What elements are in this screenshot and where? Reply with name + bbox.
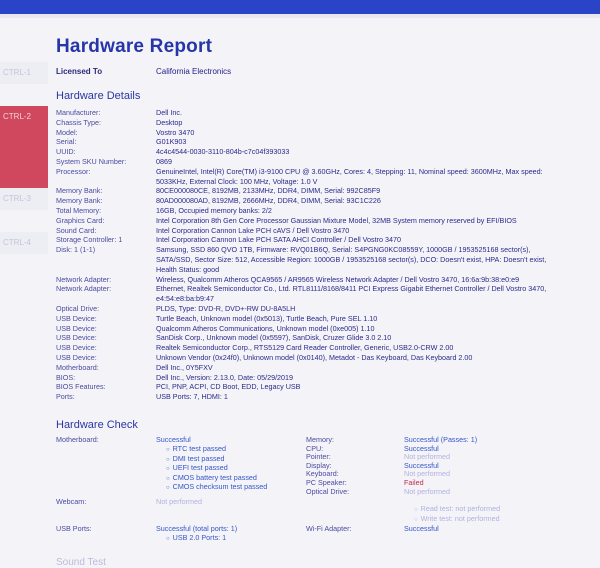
check-row xyxy=(306,445,477,454)
detail-value: Wireless, Qualcomm Atheros QCA9565 / AR9565 Wireless Network Adapter / Dell Vostro 3470, 16:6a:9b:38:e0:e9 xyxy=(156,274,520,284)
detail-value: GenuineIntel, Intel(R) Core(TM) i3-9100 CPU @ 3.60GHz, Cores: 4, Stepping: 11, Nominal speed: 3600MHz, Max speed: 5033KHz, External Clock: 100 MHz, Voltage: 1.0 V xyxy=(156,166,543,186)
detail-key: Network Adapter: xyxy=(56,284,112,294)
report-page xyxy=(56,36,596,568)
detail-key: System SKU Number: xyxy=(56,156,127,166)
detail-row xyxy=(56,373,596,383)
check-key: Pointer: xyxy=(306,452,331,462)
detail-row xyxy=(56,392,596,402)
detail-value: Dell Inc. xyxy=(156,108,182,117)
detail-value: Intel Corporation 8th Gen Core Processor Gaussian Mixture Model, 32MB System memory reserved by EFI/BIOS xyxy=(156,215,517,225)
detail-key: USB Device: xyxy=(56,333,97,343)
detail-key: BIOS Features: xyxy=(56,382,106,392)
detail-row xyxy=(56,324,596,334)
detail-value: 80CE000080CE, 8192MB, 2133MHz, DDR4, DIMM, Serial: 992C85F9 xyxy=(156,186,381,196)
top-header-bar xyxy=(0,0,600,14)
check-status: Not performed xyxy=(404,486,450,496)
motherboard-test-item: ○ CMOS checksum test passed xyxy=(156,483,267,493)
detail-value: Vostro 3470 xyxy=(156,127,195,137)
check-usb-sub: ○ USB 2.0 Ports: 1 xyxy=(156,534,226,544)
detail-value: PCI, PNP, ACPI, CD Boot, EDD, Legacy USB xyxy=(156,382,301,392)
check-key: PC Speaker: xyxy=(306,477,347,487)
detail-row xyxy=(56,245,596,274)
detail-key: Total Memory: xyxy=(56,205,102,215)
detail-value: Dell Inc., Version: 2.13.0, Date: 05/29/2019 xyxy=(156,372,294,382)
check-key: Display: xyxy=(306,460,332,470)
check-row xyxy=(306,436,477,445)
detail-row xyxy=(56,333,596,343)
motherboard-tests-list xyxy=(156,445,267,493)
detail-value: PLDS, Type: DVD-R, DVD+-RW DU-8A5LH xyxy=(156,303,296,313)
sound-test-heading: Sound Test xyxy=(56,557,106,568)
header-shadow xyxy=(0,14,600,18)
detail-key: Sound Card: xyxy=(56,225,97,235)
check-motherboard-status: Successful xyxy=(156,435,191,444)
detail-row xyxy=(56,216,596,226)
motherboard-test-item: ○ CMOS battery test passed xyxy=(156,474,267,484)
check-status: Failed xyxy=(404,477,424,487)
optical-test-item: ○ Write test: not performed xyxy=(404,515,500,525)
detail-row xyxy=(56,128,596,138)
hardware-details-table xyxy=(56,108,596,402)
detail-row xyxy=(56,343,596,353)
check-key: Optical Drive: xyxy=(306,486,350,496)
detail-value: 4c4c4544-0030-3110-804b-c7c04f393033 xyxy=(156,147,290,157)
detail-key: Memory Bank: xyxy=(56,196,103,206)
licensed-label: Licensed To xyxy=(56,67,103,76)
detail-value: Intel Corporation Cannon Lake PCH SATA AHCI Controller / Dell Vostro 3470 xyxy=(156,235,402,245)
detail-value: 80AD000080AD, 8192MB, 2666MHz, DDR4, DIMM, Serial: 93C1C226 xyxy=(156,196,381,206)
hardware-details-heading: Hardware Details xyxy=(56,90,141,102)
detail-row xyxy=(56,167,596,187)
detail-row xyxy=(56,137,596,147)
licensed-value: California Electronics xyxy=(156,67,232,76)
detail-key: Chassis Type: xyxy=(56,117,102,127)
detail-row xyxy=(56,186,596,196)
check-row xyxy=(306,488,477,497)
detail-row xyxy=(56,382,596,392)
detail-key: USB Device: xyxy=(56,352,97,362)
check-wifi-label: Wi-Fi Adapter: xyxy=(306,524,352,533)
check-key: Memory: xyxy=(306,435,334,444)
sidebar-tab-2[interactable]: CTRL-2 xyxy=(0,106,48,190)
detail-row xyxy=(56,353,596,363)
check-webcam-status: Not performed xyxy=(156,497,202,506)
optical-test-item: ○ Read test: not performed xyxy=(404,505,500,515)
detail-value: Turtle Beach, Unknown model (0x5013), Turtle Beach, Pure SEL 1.10 xyxy=(156,313,378,323)
detail-value: Qualcomm Atheros Communications, Unknown model (0xe005) 1.10 xyxy=(156,323,375,333)
check-wifi-status: Successful xyxy=(404,524,439,533)
check-key: CPU: xyxy=(306,443,324,453)
check-webcam-label: Webcam: xyxy=(56,497,87,506)
check-status: Successful xyxy=(404,443,439,453)
detail-value: Samsung, SSD 860 QVO 1TB, Firmware: RVQ01B6Q, Serial: S4PGNG0KC08559Y, 1000GB / 1953525168 sector(s), SATA/SSD, Sector Size: 512, Accessible Region: 1000GB / 1953525168 sector(s), DCO: Doesn't exist, HPA: Doesn't exist, Health Status: good xyxy=(156,245,547,274)
detail-row xyxy=(56,304,596,314)
detail-value: USB Ports: 7, HDMI: 1 xyxy=(156,392,228,402)
detail-key: USB Device: xyxy=(56,323,97,333)
detail-row xyxy=(56,314,596,324)
sidebar-tab-3[interactable]: CTRL-3 xyxy=(0,188,48,210)
page-title: Hardware Report xyxy=(56,36,213,57)
detail-value: 0869 xyxy=(156,156,172,166)
check-status: Not performed xyxy=(404,452,450,462)
detail-key: Memory Bank: xyxy=(56,186,103,196)
sidebar-tab-1[interactable]: CTRL-1 xyxy=(0,62,48,84)
check-status: Successful xyxy=(404,460,439,470)
detail-value: Unknown Vendor (0x24f0), Unknown model (0x0140), Metadot - Das Keyboard, Das Keyboard 2.00 xyxy=(156,352,473,362)
optical-tests-list xyxy=(404,505,500,524)
detail-key: USB Device: xyxy=(56,343,97,353)
detail-value: Realtek Semiconductor Corp., RTS5129 Card Reader Controller, Generic, USB2.0-CRW 2.00 xyxy=(156,343,454,353)
detail-key: Manufacturer: xyxy=(56,108,101,117)
detail-row xyxy=(56,275,596,285)
hardware-check-heading: Hardware Check xyxy=(56,419,138,431)
detail-key: BIOS: xyxy=(56,372,76,382)
detail-key: Processor: xyxy=(56,166,91,176)
motherboard-test-item: ○ RTC test passed xyxy=(156,445,267,455)
check-status: Not performed xyxy=(404,469,450,479)
motherboard-test-item: ○ DMI test passed xyxy=(156,455,267,465)
sidebar-tab-4[interactable]: CTRL-4 xyxy=(0,232,48,254)
detail-value: SanDisk Corp., Unknown model (0x5597), SanDisk, Cruzer Glide 3.0 2.10 xyxy=(156,333,392,343)
detail-key: Serial: xyxy=(56,137,77,147)
check-row xyxy=(306,453,477,462)
check-key: Keyboard: xyxy=(306,469,339,479)
detail-value: Ethernet, Realtek Semiconductor Co., Ltd. RTL8111/8168/8411 PCI Express Gigabit Ethernet Controller / Dell Vostro 3470, e4:54:e8:ba:b9:47 xyxy=(156,284,547,304)
check-motherboard-label: Motherboard: xyxy=(56,435,99,444)
right-check-column xyxy=(306,436,477,496)
detail-row xyxy=(56,157,596,167)
detail-key: Optical Drive: xyxy=(56,303,100,313)
detail-row xyxy=(56,235,596,245)
motherboard-test-item: ○ UEFI test passed xyxy=(156,464,267,474)
detail-key: USB Device: xyxy=(56,313,97,323)
detail-key: UUID: xyxy=(56,147,76,157)
detail-value: 16GB, Occupied memory banks: 2/2 xyxy=(156,205,272,215)
detail-row xyxy=(56,226,596,236)
detail-key: Network Adapter: xyxy=(56,274,112,284)
detail-value: Dell Inc., 0Y5FXV xyxy=(156,362,213,372)
detail-key: Storage Controller: 1 xyxy=(56,235,123,245)
detail-row xyxy=(56,206,596,216)
detail-value: Desktop xyxy=(156,117,183,127)
detail-key: Graphics Card: xyxy=(56,215,105,225)
detail-value: G01K903 xyxy=(156,137,187,147)
check-usb-label: USB Ports: xyxy=(56,524,92,533)
check-usb-status: Successful (total ports: 1) xyxy=(156,524,238,533)
detail-row xyxy=(56,363,596,373)
detail-row xyxy=(56,108,596,118)
detail-row xyxy=(56,284,596,304)
detail-value: Intel Corporation Cannon Lake PCH cAVS / Dell Vostro 3470 xyxy=(156,225,350,235)
detail-key: Motherboard: xyxy=(56,362,99,372)
detail-row xyxy=(56,118,596,128)
detail-key: Ports: xyxy=(56,392,75,402)
detail-row xyxy=(56,196,596,206)
detail-key: Disk: 1 (1-1) xyxy=(56,245,96,255)
check-status: Successful (Passes: 1) xyxy=(404,435,478,444)
detail-row xyxy=(56,147,596,157)
detail-key: Model: xyxy=(56,127,78,137)
